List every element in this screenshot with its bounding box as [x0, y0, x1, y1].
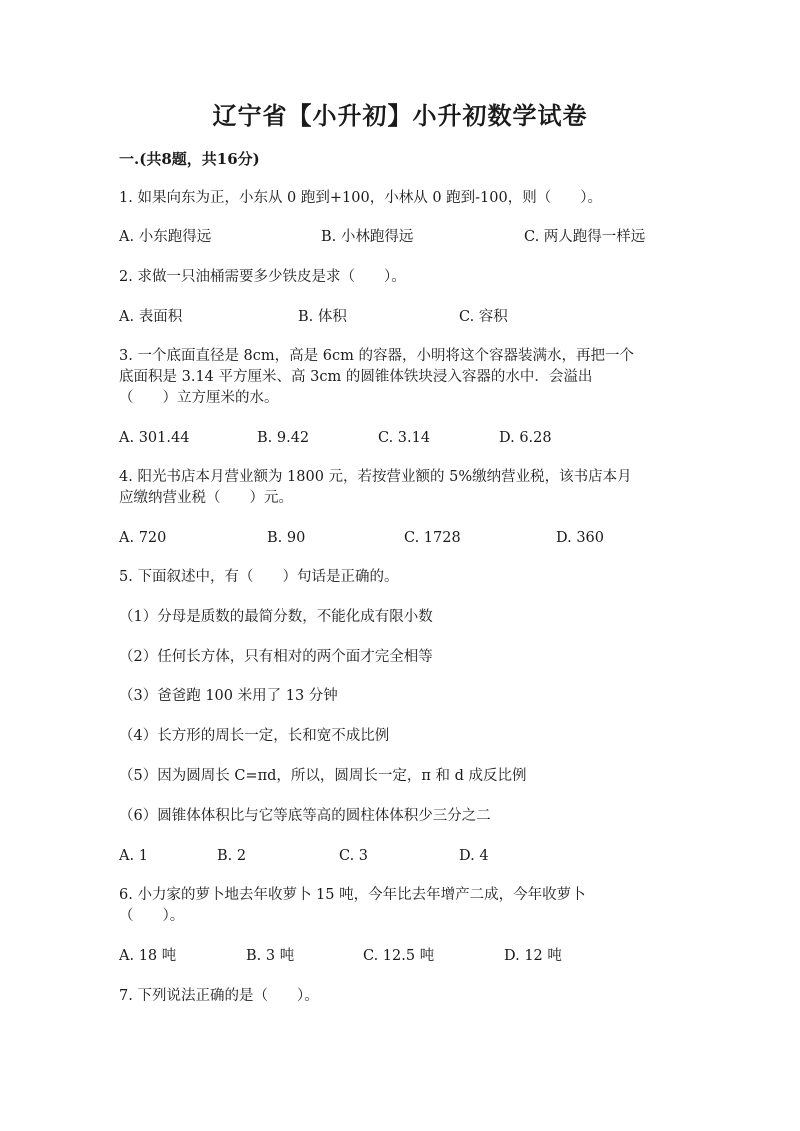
question-3-option-d[interactable]: D. 6.28 — [499, 430, 552, 446]
question-5-option-b[interactable]: B. 2 — [217, 848, 247, 864]
question-6-line-1: 6. 小力家的萝卜地去年收萝卜 15 吨，今年比去年增产二成，今年收萝卜 — [119, 887, 586, 903]
question-1-option-a[interactable]: A. 小东跑得远 — [119, 229, 212, 245]
question-3-line-1: 3. 一个底面直径是 8cm，高是 6cm 的容器，小明将这个容器装满水，再把一个 — [119, 348, 634, 364]
question-2-option-a[interactable]: A. 表面积 — [119, 309, 183, 325]
question-2-option-c[interactable]: C. 容积 — [459, 309, 508, 325]
question-5-option-d[interactable]: D. 4 — [459, 848, 489, 864]
question-1-option-c[interactable]: C. 两人跑得一样远 — [524, 229, 646, 245]
question-5-option-c[interactable]: C. 3 — [339, 848, 369, 864]
question-4-option-d[interactable]: D. 360 — [556, 530, 605, 546]
question-4-option-c[interactable]: C. 1728 — [404, 530, 461, 546]
question-4-option-b[interactable]: B. 90 — [267, 530, 306, 546]
question-5-option-a[interactable]: A. 1 — [119, 848, 148, 864]
question-5-text: 5. 下面叙述中，有（ ）句话是正确的。 — [119, 569, 399, 585]
question-4-line-1: 4. 阳光书店本月营业额为 1800 元，若按营业额的 5%缴纳营业税，该书店本月 — [119, 469, 632, 485]
question-5-statement-6: （6）圆锥体体积比与它等底等高的圆柱体体积少三分之二 — [119, 808, 491, 824]
section-heading: 一.(共8题，共16分) — [119, 150, 260, 168]
question-1-option-b[interactable]: B. 小林跑得远 — [321, 229, 414, 245]
question-6-option-d[interactable]: D. 12 吨 — [504, 948, 562, 964]
question-6-option-c[interactable]: C. 12.5 吨 — [363, 948, 435, 964]
question-5-statement-3: （3）爸爸跑 100 米用了 13 分钟 — [119, 688, 338, 704]
question-3-line-3: （ ）立方厘米的水。 — [119, 390, 279, 406]
question-3-line-2: 底面积是 3.14 平方厘米、高 3cm 的圆锥体铁块浸入容器的水中．会溢出 — [119, 369, 593, 385]
question-4-line-2: 应缴纳营业税（ ）元。 — [119, 490, 293, 506]
question-3-option-a[interactable]: A. 301.44 — [119, 430, 190, 446]
question-3-option-c[interactable]: C. 3.14 — [378, 430, 431, 446]
question-6-option-b[interactable]: B. 3 吨 — [246, 948, 295, 964]
question-5-statement-5: （5）因为圆周长 C=πd，所以，圆周长一定，π 和 d 成反比例 — [119, 768, 527, 784]
page-title: 辽宁省【小升初】小升初数学试卷 — [212, 101, 588, 130]
question-4-option-a[interactable]: A. 720 — [119, 530, 167, 546]
question-6-option-a[interactable]: A. 18 吨 — [119, 948, 177, 964]
question-6-line-2: （ ）。 — [119, 908, 185, 924]
question-3-option-b[interactable]: B. 9.42 — [257, 430, 310, 446]
question-5-statement-2: （2）任何长方体，只有相对的两个面才完全相等 — [119, 649, 433, 665]
question-5-statement-4: （4）长方形的周长一定，长和宽不成比例 — [119, 728, 390, 744]
question-7-text: 7. 下列说法正确的是（ ）。 — [119, 988, 319, 1004]
question-5-statement-1: （1）分母是质数的最简分数，不能化成有限小数 — [119, 609, 433, 625]
question-2-text: 2. 求做一只油桶需要多少铁皮是求（ ）。 — [119, 269, 406, 285]
question-1-text: 1. 如果向东为正，小东从 0 跑到+100，小林从 0 跑到-100，则（ ）。 — [119, 190, 602, 206]
question-2-option-b[interactable]: B. 体积 — [298, 309, 347, 325]
